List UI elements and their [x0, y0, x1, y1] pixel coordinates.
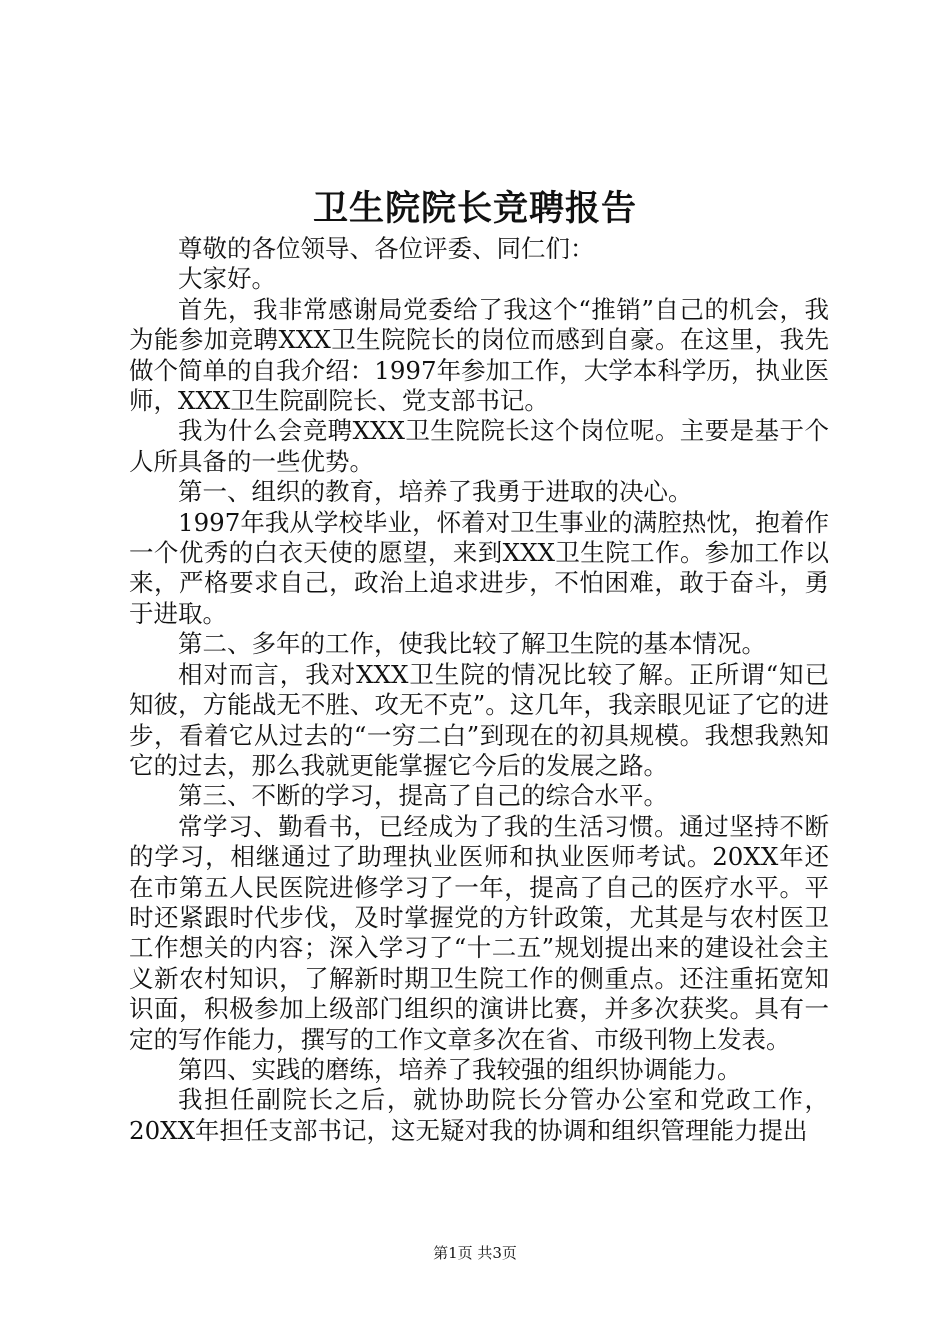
paragraph-heading-3: 第三、不断的学习，提高了自己的综合水平。 [178, 781, 668, 811]
paragraph-body-3: 常学习、勤看书，已经成为了我的生活习惯。通过坚持不断的学习，相继通过了助理执业医师和执业医师考试。20XX年还在市第五人民医院进修学习了一年，提高了自己的医疗水平。平时还紧跟时代步伐，及时掌握党的方针政策，尤其是与农村医卫工作想关的内容；深入学习了“十二五”规划提出来的建设社会主义新农村知识，了解新时期卫生院工作的侧重点。还注重拓宽知识面，积极参加上级部门组织的演讲比赛，并多次获奖。具有一定的写作能力，撰写的工作文章多次在省、市级刊物上发表。 [129, 811, 829, 1054]
paragraph-heading-1: 第一、组织的教育，培养了我勇于进取的决心。 [178, 477, 693, 507]
paragraph-heading-4: 第四、实践的磨练，培养了我较强的组织协调能力。 [178, 1054, 742, 1084]
paragraph-body-4: 我担任副院长之后，就协助院长分管办公室和党政工作，20XX年担任支部书记，这无疑对我的协调和组织管理能力提出 [129, 1085, 829, 1145]
paragraph-heading-2: 第二、多年的工作，使我比较了解卫生院的基本情况。 [178, 629, 766, 659]
page-footer: 第1页 共3页 [433, 1244, 517, 1262]
paragraph-intro: 首先，我非常感谢局党委给了我这个“推销”自己的机会，我为能参加竞聘XXX卫生院院长的岗位而感到自豪。在这里，我先做个简单的自我介绍：1997年参加工作，大学本科学历，执业医师，XXX卫生院副院长、党支部书记。 [129, 294, 829, 416]
paragraph-body-1: 1997年我从学校毕业，怀着对卫生事业的满腔热忱，抱着作一个优秀的白衣天使的愿望，来到XXX卫生院工作。参加工作以来，严格要求自己，政治上追求进步，不怕困难，敢于奋斗，勇于进取。 [129, 507, 829, 628]
document-body [129, 234, 829, 1146]
paragraph-salutation: 尊敬的各位领导、各位评委、同仁们： [178, 234, 595, 263]
paragraph-reason: 我为什么会竞聘XXX卫生院院长这个岗位呢。主要是基于个人所具备的一些优势。 [129, 416, 829, 476]
paragraph-greeting: 大家好。 [178, 264, 276, 294]
document-title: 卫生院院长竞聘报告 [312, 188, 637, 229]
paragraph-body-2: 相对而言，我对XXX卫生院的情况比较了解。正所谓“知已知彼，方能战无不胜、攻无不克”。这几年，我亲眼见证了它的进步，看着它从过去的“一穷二白”到现在的初具规模。我想我熟知它的过去，那么我就更能掌握它今后的发展之路。 [129, 659, 829, 780]
